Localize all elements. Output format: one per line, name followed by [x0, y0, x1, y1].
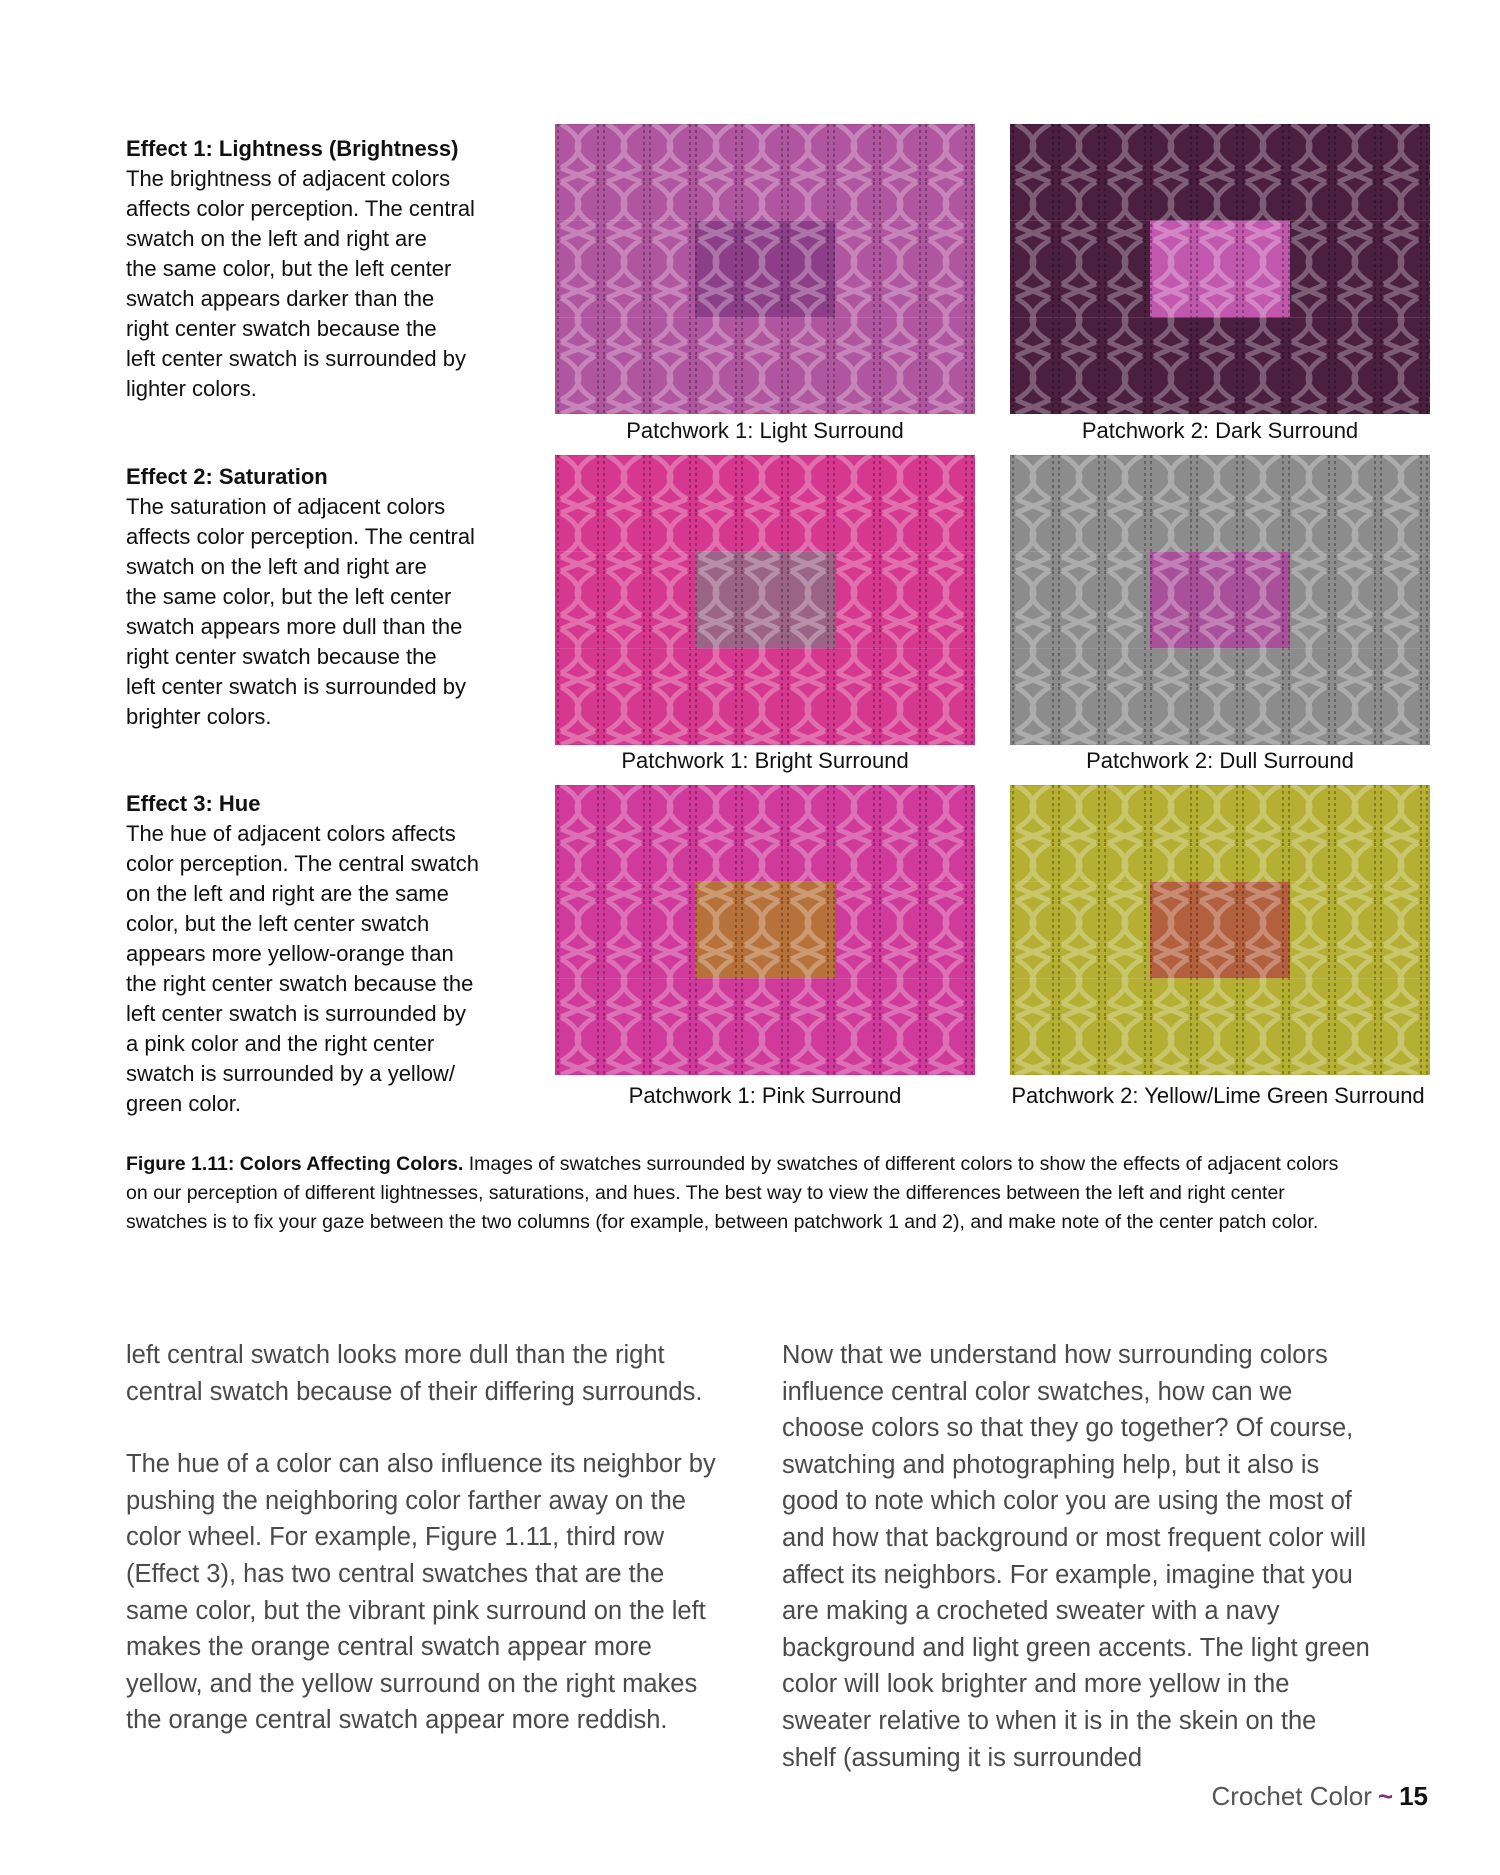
effect-3	[126, 789, 526, 1119]
surround-patch	[555, 455, 695, 552]
surround-patch	[1010, 221, 1150, 318]
surround-patch	[555, 978, 695, 1075]
surround-patch	[1290, 455, 1430, 552]
surround-patch	[695, 317, 835, 414]
surround-patch	[695, 455, 835, 552]
surround-patch	[555, 221, 695, 318]
surround-patch	[1010, 648, 1150, 745]
page-footer	[1211, 1780, 1428, 1812]
surround-patch	[1150, 648, 1290, 745]
caption-bright-surround: Patchwork 1: Bright Surround	[621, 748, 909, 773]
surround-patch	[1010, 785, 1150, 882]
footer-book-title: Crochet Color	[1211, 1781, 1372, 1811]
center-patch	[695, 221, 835, 318]
swatch-bright-surround	[555, 455, 975, 745]
surround-patch	[695, 785, 835, 882]
surround-patch	[1290, 552, 1430, 649]
surround-patch	[1150, 785, 1290, 882]
effect-3-text: The hue of adjacent colors affects color perception. The central swatch on the left and right are the same color, but the left center swatch appears more yellow-orange than the right center swatch because the left center swatch is surrounded by a pink color and the right center swatch is surrounded by a yellow/ green color.	[126, 821, 479, 1116]
surround-patch	[835, 455, 975, 552]
body-paragraph: Now that we understand how surrounding colors influence central color swatches, how can we choose colors so that they go together? Of course, swatching and photographing help, but it also is good to note which color you are using the most of and how that background or most frequent color will affect its neighbors. For example, imagine that you are making a crocheted sweater with a navy background and light green accents. The light green color will look brighter and more yellow in the sweater relative to when it is in the skein on the shelf (assuming it is surrounded	[782, 1341, 1370, 1772]
surround-patch	[1010, 552, 1150, 649]
surround-patch	[1290, 978, 1430, 1075]
surround-patch	[835, 124, 975, 221]
caption-yellow-lime-surround: Patchwork 2: Yellow/Lime Green Surround	[1011, 1083, 1425, 1108]
surround-patch	[695, 124, 835, 221]
surround-patch	[1150, 455, 1290, 552]
surround-patch	[1290, 648, 1430, 745]
center-patch	[1150, 221, 1290, 318]
swatch-dark-surround	[1010, 124, 1430, 414]
surround-patch	[555, 882, 695, 979]
surround-patch	[695, 978, 835, 1075]
caption-light-surround: Patchwork 1: Light Surround	[626, 418, 904, 443]
surround-patch	[1150, 317, 1290, 414]
surround-patch	[1290, 785, 1430, 882]
surround-patch	[835, 317, 975, 414]
figure-text: Images of swatches surrounded by swatches of different colors to show the effects of adjacent colors on our perception of different lightnesses, saturations, and hues. The best way to view the differences between the left and right center swatches is to fix your gaze between the two columns (for example, between patchwork 1 and 2), and make note of the center patch color.	[126, 1153, 1339, 1233]
surround-patch	[1290, 317, 1430, 414]
surround-patch	[1010, 455, 1150, 552]
surround-patch	[1290, 221, 1430, 318]
effect-3-title: Effect 3: Hue	[126, 791, 261, 816]
body-column-left	[126, 1337, 718, 1775]
effect-2	[126, 462, 526, 732]
surround-patch	[555, 785, 695, 882]
effect-2-text: The saturation of adjacent colors affects color perception. The central swatch on the left and right are the same color, but the left center swatch appears more dull than the right center swatch because the left center swatch is surrounded by brighter colors.	[126, 494, 475, 729]
surround-patch	[1290, 882, 1430, 979]
surround-patch	[835, 978, 975, 1075]
surround-patch	[695, 648, 835, 745]
surround-patch	[835, 882, 975, 979]
footer-separator: ~	[1377, 1781, 1394, 1811]
surround-patch	[835, 785, 975, 882]
surround-patch	[555, 317, 695, 414]
center-patch	[695, 552, 835, 649]
surround-patch	[555, 124, 695, 221]
effect-1-title: Effect 1: Lightness (Brightness)	[126, 136, 459, 161]
surround-patch	[835, 221, 975, 318]
caption-dark-surround: Patchwork 2: Dark Surround	[1081, 418, 1359, 443]
page-number: 15	[1399, 1781, 1428, 1811]
figure-caption	[126, 1150, 1354, 1237]
figure-label: Figure 1.11: Colors Affecting Colors.	[126, 1153, 464, 1175]
effect-1	[126, 134, 526, 404]
swatch-pink-surround	[555, 785, 975, 1075]
swatch-light-surround	[555, 124, 975, 414]
surround-patch	[555, 552, 695, 649]
swatch-yellow-lime-surround	[1010, 785, 1430, 1075]
surround-patch	[1010, 317, 1150, 414]
surround-patch	[1150, 978, 1290, 1075]
center-patch	[695, 882, 835, 979]
surround-patch	[835, 648, 975, 745]
effect-2-title: Effect 2: Saturation	[126, 464, 328, 489]
body-paragraph: The hue of a color can also influence its neighbor by pushing the neighboring color farther away on the color wheel. For example, Figure 1.11, third row (Effect 3), has two central swatches that are the same color, but the vibrant pink surround on the left makes the orange central swatch appear more yellow, and the yellow surround on the right makes the orange central swatch appear more reddish.	[126, 1450, 716, 1735]
surround-patch	[1010, 124, 1150, 221]
caption-pink-surround: Patchwork 1: Pink Surround	[628, 1083, 902, 1108]
surround-patch	[1290, 124, 1430, 221]
surround-patch	[555, 648, 695, 745]
caption-dull-surround: Patchwork 2: Dull Surround	[1086, 748, 1354, 773]
surround-patch	[1010, 978, 1150, 1075]
center-patch	[1150, 552, 1290, 649]
surround-patch	[1010, 882, 1150, 979]
center-patch	[1150, 882, 1290, 979]
surround-patch	[1150, 124, 1290, 221]
body-paragraph: left central swatch looks more dull than the right central swatch because of their differing surrounds.	[126, 1341, 703, 1406]
body-column-right	[782, 1337, 1374, 1812]
surround-patch	[835, 552, 975, 649]
swatch-dull-surround	[1010, 455, 1430, 745]
effect-1-text: The brightness of adjacent colors affects color perception. The central swatch on the left and right are the same color, but the left center swatch appears darker than the right center swatch because the left center swatch is surrounded by lighter colors.	[126, 166, 475, 401]
